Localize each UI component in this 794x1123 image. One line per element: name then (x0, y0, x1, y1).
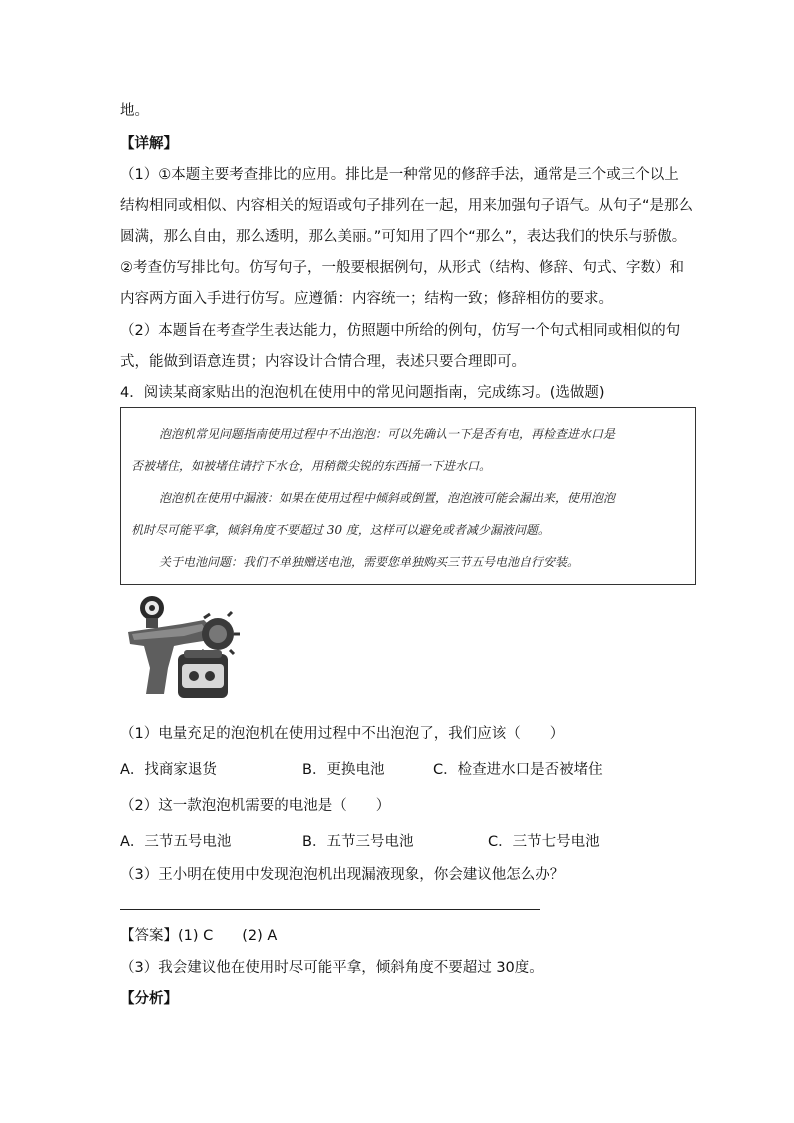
q1-option-a: A．找商家退货 (120, 762, 217, 778)
text-line-7: 内容两方面入手进行仿写。应遵循：内容统一；结构一致；修辞相仿的要求。 (120, 291, 613, 307)
q2-option-b: B．五节三号电池 (302, 834, 414, 850)
answer-line-2: （3）我会建议他在使用时尽可能平拿，倾斜角度不要超过 30度。 (120, 960, 544, 976)
q1-option-c: C．检查进水口是否被堵住 (433, 762, 603, 778)
answer-blank-line (120, 909, 540, 910)
text-line-4: 结构相同或相似、内容相关的短语或句子排列在一起，用来加强句子语气。从句子“是那么 (120, 198, 694, 214)
q1-option-b: B．更换电池 (302, 762, 385, 778)
question-1: （1）电量充足的泡泡机在使用过程中不出泡泡了，我们应该（ ） (120, 726, 565, 742)
question-3: （3）王小明在使用中发现泡泡机出现漏液现象，你会建议他怎么办？ (120, 867, 565, 883)
question-2: （2）这一款泡泡机需要的电池是（ ） (120, 798, 391, 814)
analysis-heading: 【分析】 (120, 991, 178, 1007)
question-4-title: 4．阅读某商家贴出的泡泡机在使用中的常见问题指南，完成练习。(选做题) (120, 385, 605, 401)
notice-box (120, 407, 696, 585)
answer-line-1: 【答案】(1) C (2) A (120, 928, 278, 944)
notice-line-2: 否被堵住，如被堵住请拧下水仓，用稍微尖锐的东西捅一下进水口。 (131, 459, 492, 473)
notice-line-4: 机时尽可能平拿，倾斜角度不要超过 30 度，这样可以避免或者减少漏液问题。 (131, 523, 550, 537)
notice-line-1: 泡泡机常见问题指南使用过程中不出泡泡：可以先确认一下是否有电，再检查进水口是 (159, 427, 616, 441)
text-line-3: （1）①本题主要考查排比的应用。排比是一种常见的修辞手法，通常是三个或三个以上 (120, 167, 679, 183)
notice-line-5: 关于电池问题：我们不单独赠送电池，需要您单独购买三节五号电池自行安装。 (159, 555, 580, 569)
q2-option-c: C．三节七号电池 (488, 834, 600, 850)
text-line-1: 地。 (120, 103, 149, 119)
detail-heading: 【详解】 (120, 136, 178, 152)
text-line-8: （2）本题旨在考查学生表达能力，仿照题中所给的例句，仿写一个句式相同或相似的句 (120, 323, 681, 339)
q2-option-a: A．三节五号电池 (120, 834, 232, 850)
text-line-6: ②考查仿写排比句。仿写句子，一般要根据例句，从形式（结构、修辞、句式、字数）和 (120, 260, 684, 276)
text-line-9: 式，能做到语意连贯；内容设计合情合理，表述只要合理即可。 (120, 354, 526, 370)
notice-line-3: 泡泡机在使用中漏液：如果在使用过程中倾斜或倒置，泡泡液可能会漏出来，使用泡泡 (159, 491, 616, 505)
bubble-gun-icon (124, 594, 240, 700)
text-line-5: 圆满，那么自由，那么透明，那么美丽。”可知用了四个“那么”，表达我们的快乐与骄傲。 (120, 229, 687, 245)
